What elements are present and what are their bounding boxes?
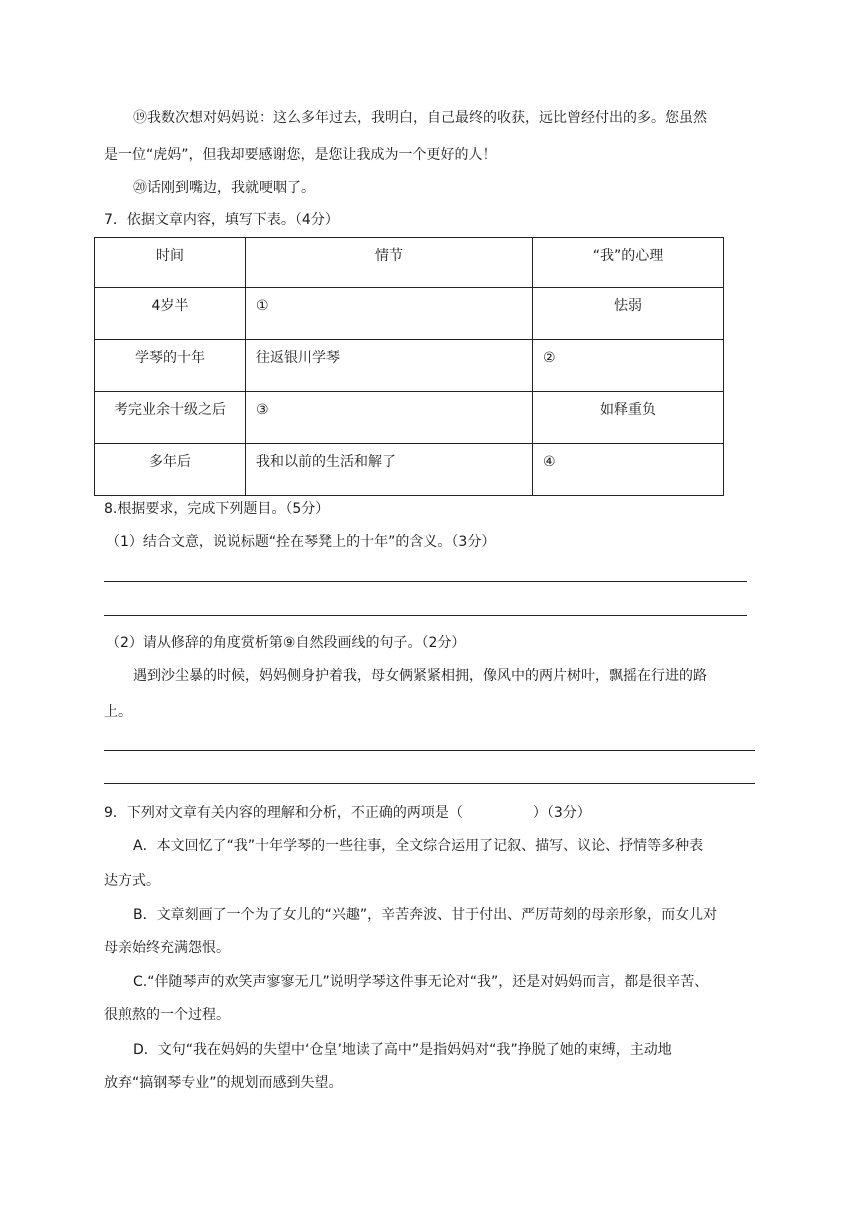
- table-cell-time: 4岁半: [95, 288, 246, 340]
- question-7-title: 7．依据文章内容，填写下表。（4分）: [104, 212, 339, 228]
- question-7-table: [94, 237, 724, 496]
- paragraph-19-line-1: ⑲我数次想对妈妈说：这么多年过去，我明白，自己最终的收获，远比曾经付出的多。您虽然: [133, 110, 707, 126]
- table-cell-time: 考完业余十级之后: [95, 392, 246, 444]
- question-8-sub-2: （2）请从修辞的角度赏析第⑨自然段画线的句子。（2分）: [106, 635, 466, 651]
- question-9-title: 9．下列对文章有关内容的理解和分析，不正确的两项是（ ）（3分）: [104, 805, 591, 821]
- table-row: [95, 392, 724, 444]
- table-header-row: [95, 238, 724, 288]
- table-cell-time: 多年后: [95, 444, 246, 496]
- answer-line[interactable]: [104, 615, 747, 616]
- option-b-line-2: 母亲始终充满怨恨。: [104, 940, 230, 956]
- question-8-quote-line-2: 上。: [104, 704, 132, 720]
- option-c-line-2: 很煎熬的一个过程。: [104, 1007, 230, 1023]
- question-8-title: 8.根据要求，完成下列题目。（5分）: [104, 501, 330, 517]
- table-cell-mood-blank[interactable]: ②: [533, 340, 724, 392]
- answer-line[interactable]: [104, 783, 755, 784]
- table-cell-mood-blank[interactable]: ④: [533, 444, 724, 496]
- paragraph-20: ⑳话刚到嘴边，我就哽咽了。: [133, 180, 315, 196]
- table-header-mood: “我”的心理: [533, 238, 724, 288]
- paragraph-19-line-2: 是一位“虎妈”，但我却要感谢您，是您让我成为一个更好的人！: [104, 147, 497, 163]
- answer-line[interactable]: [104, 581, 747, 582]
- option-c-line-1: C.“伴随琴声的欢笑声寥寥无几”说明学琴这件事无论对“我”，还是对妈妈而言，都是很辛苦、: [133, 974, 709, 990]
- table-cell-plot-blank[interactable]: ③: [246, 392, 533, 444]
- table-cell-mood: 如释重负: [533, 392, 724, 444]
- table-header-plot: 情节: [246, 238, 533, 288]
- table-cell-plot: 往返银川学琴: [246, 340, 533, 392]
- table-cell-time: 学琴的十年: [95, 340, 246, 392]
- table-row: [95, 288, 724, 340]
- option-d-line-2: 放弃“搞钢琴专业”的规划而感到失望。: [104, 1075, 343, 1091]
- answer-line[interactable]: [104, 750, 755, 751]
- table-cell-mood: 怯弱: [533, 288, 724, 340]
- table-header-time: 时间: [95, 238, 246, 288]
- option-a-line-2: 达方式。: [104, 873, 160, 889]
- question-8-sub-1: （1）结合文意，说说标题“拴在琴凳上的十年”的含义。（3分）: [106, 534, 496, 550]
- table-cell-plot: 我和以前的生活和解了: [246, 444, 533, 496]
- option-a-line-1: A．本文回忆了“我”十年学琴的一些往事，全文综合运用了记叙、描写、议论、抒情等多种表: [133, 838, 704, 854]
- table-row: [95, 444, 724, 496]
- option-b-line-1: B．文章刻画了一个为了女儿的“兴趣”，辛苦奔波、甘于付出、严厉苛刻的母亲形象，而女儿对: [133, 907, 718, 923]
- table-row: [95, 340, 724, 392]
- question-8-quote-line-1: 遇到沙尘暴的时候，妈妈侧身护着我，母女俩紧紧相拥，像风中的两片树叶，飘摇在行进的路: [133, 668, 707, 684]
- option-d-line-1: D．文句“我在妈妈的失望中‘仓皇’地读了高中”是指妈妈对“我”挣脱了她的束缚，主动地: [133, 1042, 672, 1058]
- table-cell-plot-blank[interactable]: ①: [246, 288, 533, 340]
